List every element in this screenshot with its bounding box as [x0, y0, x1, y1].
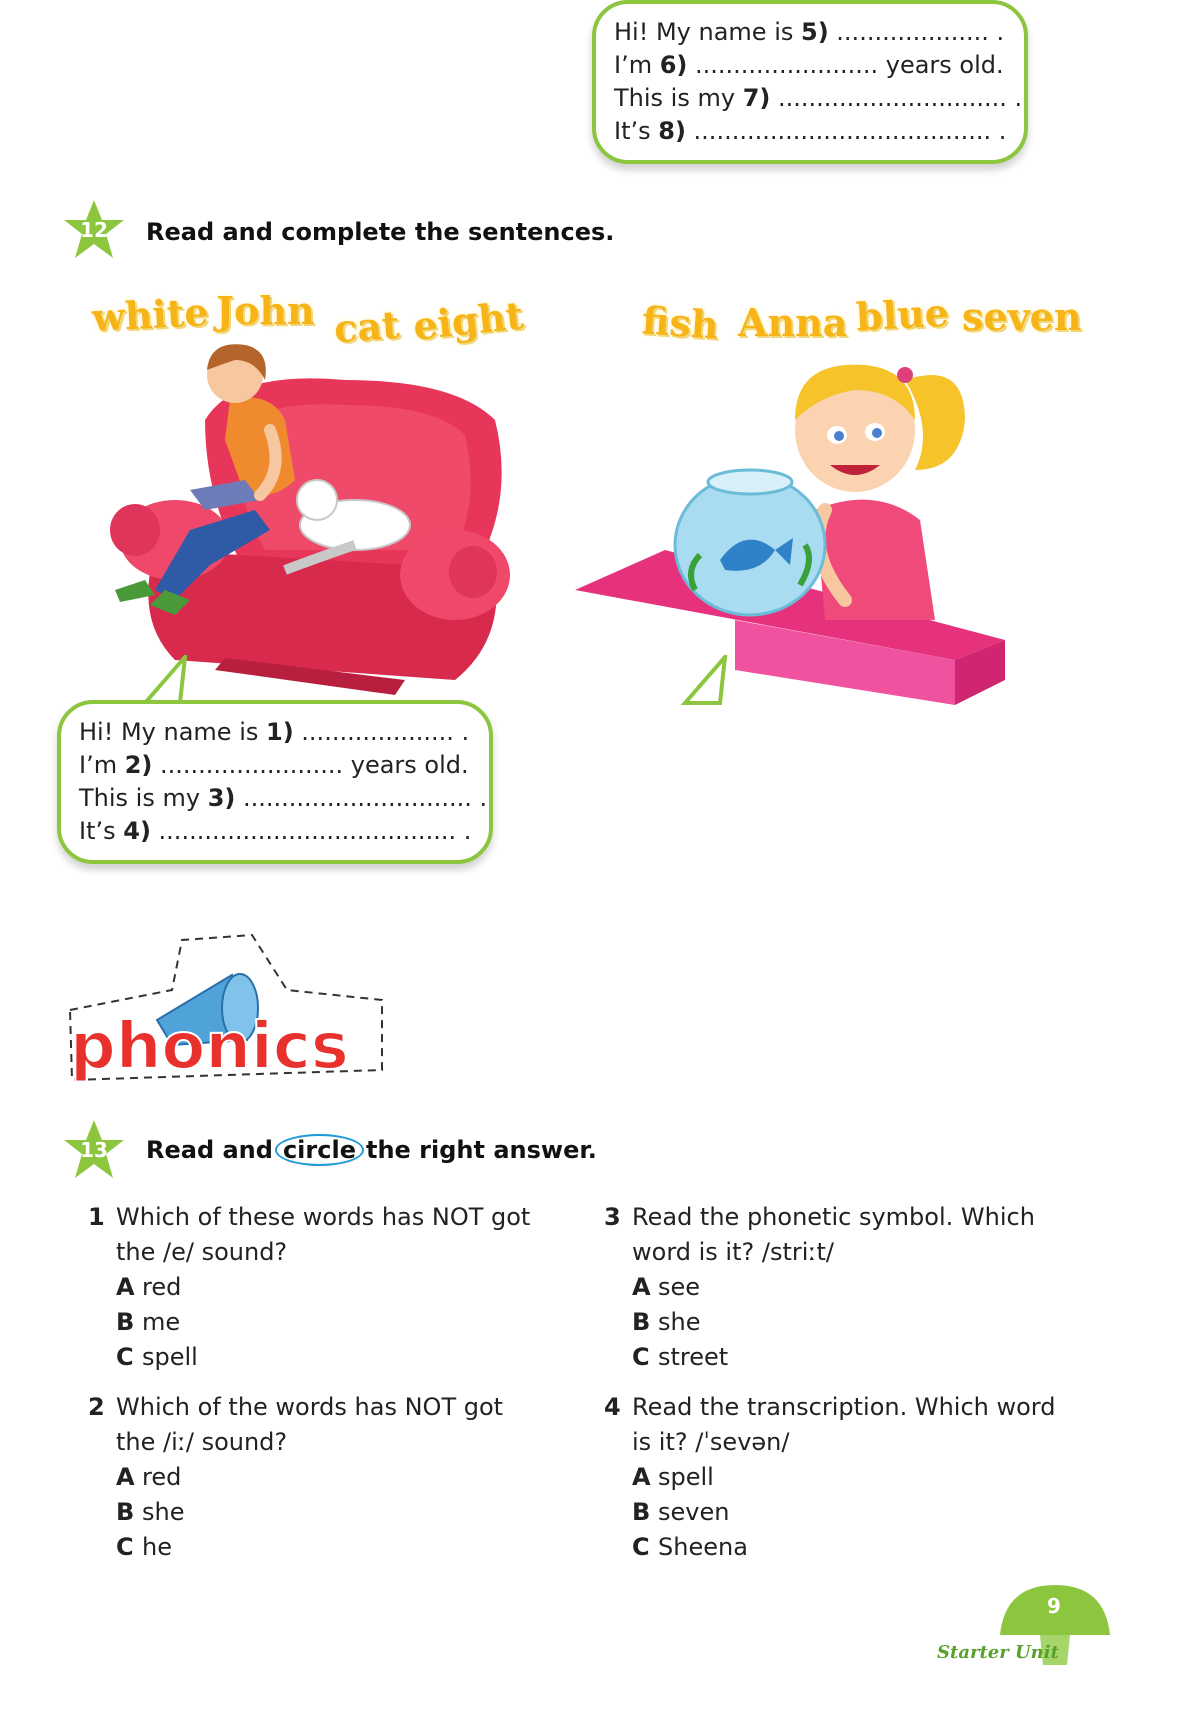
answer-option[interactable]: A spell [632, 1463, 714, 1491]
answer-gap[interactable]: ....................................... . [150, 817, 472, 845]
question-number: 4 [604, 1393, 621, 1421]
bubble-line: It’s 4) ....................................... . [79, 817, 472, 845]
word-bank-item: Anna [738, 300, 848, 345]
unit-label: Starter Unit [937, 1642, 1059, 1663]
exercise-12-instruction: Read and complete the sentences. [146, 218, 615, 246]
question-number: 2 [88, 1393, 105, 1421]
bubble-line: It’s 8) ....................................... . [614, 117, 1007, 145]
answer-option[interactable]: C street [632, 1343, 729, 1371]
answer-option[interactable]: B she [116, 1498, 185, 1526]
word-bank-item: John [216, 288, 315, 333]
page-number: 9 [1047, 1594, 1061, 1618]
answer-option[interactable]: C he [116, 1533, 172, 1561]
answer-option[interactable]: A red [116, 1273, 182, 1301]
answer-option[interactable]: B she [632, 1308, 701, 1336]
bubble-tail [140, 655, 200, 705]
gap-number: 8) [658, 117, 686, 145]
word-bank-item: fish [640, 297, 721, 348]
answer-option[interactable]: B seven [632, 1498, 730, 1526]
bubble-line: I’m 6) ........................ years old. [614, 51, 1004, 79]
answer-option[interactable]: C spell [116, 1343, 198, 1371]
bubble-line: Hi! My name is 5) .................... . [614, 18, 1005, 46]
question-2 [88, 1390, 546, 1565]
gap-number: 4) [123, 817, 151, 845]
bubble-line: Hi! My name is 1) .................... . [79, 718, 470, 746]
word-bank-item: seven [962, 294, 1082, 339]
question-1 [88, 1200, 546, 1375]
answer-gap[interactable]: ........................ years old. [152, 751, 469, 779]
bubble-tail [680, 655, 740, 705]
gap-number: 6) [659, 51, 688, 79]
answer-gap[interactable]: .............................. . [770, 84, 1023, 112]
answer-gap[interactable]: ........................ years old. [687, 51, 1004, 79]
word-bank-item: white [90, 288, 210, 341]
question-text: Read the phonetic symbol. Which word is it? /striːt/ [632, 1203, 1035, 1266]
gap-number: 2) [124, 751, 153, 779]
phonics-logo [62, 930, 392, 1090]
answer-option[interactable]: B me [116, 1308, 181, 1336]
word-bank-item: cat [332, 301, 401, 352]
question-text: Read the transcription. Which word is it? /ˈsevən/ [632, 1393, 1056, 1456]
question-text: Which of the words has NOT got the /iː/ sound? [116, 1393, 504, 1456]
exercise-number: 12 [80, 218, 108, 242]
answer-gap[interactable]: ....................................... . [685, 117, 1007, 145]
answer-gap[interactable]: .................... . [293, 718, 470, 746]
bubble-line: I’m 2) ........................ years old. [79, 751, 469, 779]
question-number: 3 [604, 1203, 621, 1231]
word-bank-item: blue [854, 289, 950, 340]
answer-gap[interactable]: .................... . [828, 18, 1005, 46]
phonics-logo-text: phonics [70, 1010, 349, 1084]
exercise-12-badge [62, 198, 126, 262]
girl-fishbowl-illustration [575, 360, 1015, 710]
exercise-13-instruction: Read and circle the right answer. [146, 1136, 597, 1164]
answer-gap[interactable]: .............................. . [235, 784, 488, 812]
bubble-line: This is my 7) .............................. . [614, 84, 1023, 112]
gap-number: 3) [207, 784, 236, 812]
bubble-line: This is my 3) .............................. . [79, 784, 488, 812]
gap-number: 7) [742, 84, 771, 112]
answer-option[interactable]: A red [116, 1463, 182, 1491]
speech-bubble-left [57, 700, 493, 864]
question-4 [604, 1390, 1062, 1565]
word-bank-item: eight [410, 292, 526, 349]
gap-number: 5) [801, 18, 829, 46]
question-number: 1 [88, 1203, 105, 1231]
answer-option[interactable]: C Sheena [632, 1533, 748, 1561]
exercise-13-badge [62, 1118, 126, 1182]
question-3 [604, 1200, 1062, 1375]
gap-number: 1) [266, 718, 294, 746]
circled-word: circle [275, 1134, 364, 1166]
question-text: Which of these words has NOT got the /e/ sound? [116, 1203, 531, 1266]
answer-option[interactable]: A see [632, 1273, 701, 1301]
speech-bubble-right [592, 0, 1028, 164]
exercise-number: 13 [80, 1138, 108, 1162]
